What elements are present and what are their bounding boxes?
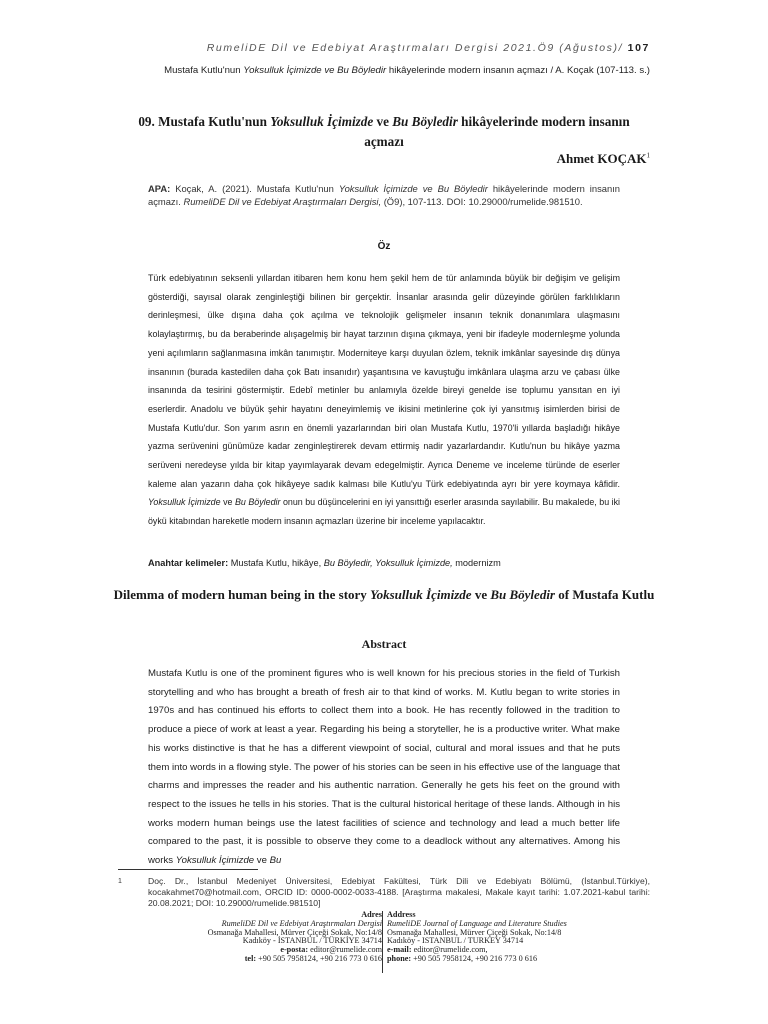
apa-journal: RumeliDE Dil ve Edebiyat Araştırmaları Dergisi, (183, 196, 382, 208)
title-work-1: Yoksulluk İçimizde (270, 114, 374, 129)
address-tr-heading: Adres (361, 910, 382, 919)
abstract-heading: Abstract (361, 637, 407, 651)
ref-prefix: Mustafa Kutlu'nun (164, 65, 241, 76)
english-title (108, 585, 660, 604)
address-tr-email-label: e-posta: (280, 945, 309, 955)
oz-body-1: Türk edebiyatının seksenli yıllardan itibaren hem konu hem şekil hem de tür anlamında büyük bir değişim ve gelişim gösterdiği, sayısal olarak zenginleştiği bilinen bir gerçektir. İnsanlar arasında gelir düzeyinde görülen farklılıkların derinleşmesi, ülke dışına daha çok açılma ve teknolojik gelişmeler insanın teknik donanımlara ulaşmasını kolaylaştırmış, bu da beraberinde alışagelmiş bir hayat tarzının dışına çıkmaya, yeni bir ifadeyle modernleşme yolunda yeni açılımların sağlanmasına imkân tanımıştır. Moderniteye karşı duyulan özlem, teknik imkânlar sayesinde dış dünya insanının (burada kastedilen daha çok Batı insanıdır) yaşantısına ve kavuştuğu imkânlara ulaşma arzu ve çabası ülke insanında da tesirini göstermiştir. Edebî metinler bu anlamıyla özelde bireyi genelde ise toplumu yansıtan en iyi eserlerdir. Anadolu ve büyük şehir hayatını deneyimlemiş ve ikisini metinlerine çok iyi yansıtmış isimlerden birisi de Mustafa Kutlu'dur. Son yarım asrın en önemli yazarlarından biri olan Mustafa Kutlu, 1970'li yıllarda başladığı hikâye yazma serüvenini günümüze kadar zenginleştirerek devam ettirmiş nadir yazarlardandır. Kutlu'nun bu hikâye yazma serüveni neredeyse yılda bir kitap yayımlayarak devam edegelmiştir. Ayrıca Deneme ve inceleme türünde de eserler kaleme alan yazarın daha çok hikâyeye sadık kalması bile Kutlu'yu Türk edebiyatında ayrı bir yere koymaya kâfidir. (148, 273, 620, 489)
ref-work-2: Bu Böyledir (337, 65, 387, 76)
apa-part-3: (Ö9), 107-113. DOI: 10.29000/rumelide.981510. (383, 196, 583, 208)
english-abstract (148, 665, 620, 871)
apa-part-1: Koçak, A. (2021). Mustafa Kutlu'nun (175, 183, 334, 194)
apa-works: Yoksulluk İçimizde ve Bu Böyledir (338, 183, 488, 194)
footnote (118, 876, 650, 909)
en-title-work-2: Bu Böyledir (490, 587, 555, 602)
footnote-rule (118, 869, 258, 870)
running-reference (164, 65, 650, 76)
address-tr-tel-label: tel: (244, 953, 257, 963)
address-en-phone: +90 505 7958124, +90 216 773 0 616 (413, 953, 538, 963)
page-number: 107 (627, 42, 650, 54)
apa-citation (148, 182, 620, 208)
address-en-phone-line (387, 955, 567, 964)
en-title-work-1: Yoksulluk İçimizde (370, 587, 472, 602)
address-en-city: Kadıköy - ISTANBUL / TURKEY 34714 (387, 936, 524, 946)
apa-part-2: hikâyelerinde modern insanın açmazı. (148, 183, 621, 208)
author-footnote-mark[interactable]: 1 (646, 151, 650, 160)
title-work-2: Bu Böyledir (392, 114, 458, 129)
oz-work-2: Bu Böyledir (235, 497, 281, 508)
en-title-conj: ve (474, 587, 488, 602)
abstract-work-2: Bu (269, 855, 282, 867)
abstract-work-1: Yoksulluk İçimizde (175, 855, 255, 867)
address-tr-street: Osmanağa Mahallesi, Mürver Çiçeği Sokak, No:14/8 (207, 927, 382, 937)
keywords-works: Bu Böyledir, Yoksulluk İçimizde, (323, 558, 453, 568)
author-name (557, 151, 650, 167)
title-suffix: hikâyelerinde modern insanın açmazı (364, 114, 630, 149)
journal-running-title: RumeliDE Dil ve Edebiyat Araştırmaları Dergisi 2021.Ö9 (Ağustos)/ (206, 42, 624, 54)
ref-work-1: Yoksulluk İçimizde (243, 65, 322, 76)
keywords-line (148, 558, 620, 568)
address-en-journal: RumeliDE Journal of Language and Literature Studies (387, 918, 567, 928)
article-title (118, 112, 650, 152)
address-en-email[interactable]: editor@rumelide.com, (413, 945, 488, 955)
address-en-street: Osmanağa Mahallesi, Mürver Çiçeği Sokak, No:14/8 (387, 927, 562, 937)
oz-heading: Öz (377, 241, 391, 252)
running-header (207, 42, 650, 54)
title-conj: ve (376, 114, 389, 129)
footnote-text: Doç. Dr., İstanbul Medeniyet Üniversitesi, Edebiyat Fakültesi, Türk Dili ve Edebiyatı Bölümü, (İstanbul.Türkiye), kocakahmet70@hotmail.com, ORCID ID: 0000-0002-0033-4188. [Araştırma makalesi, Makale kayıt tarihi: 1.07.2021-kabul tarihi: 20.08.2021; DOI: 10.29000/rumelide.981510] (148, 876, 650, 908)
address-tr-tel: +90 505 7958124, +90 216 773 0 616 (258, 953, 382, 963)
address-tr-tel-line (208, 955, 382, 964)
address-divider (382, 911, 383, 973)
apa-label: APA: (148, 183, 171, 194)
en-title-prefix: Dilemma of modern human being in the story (113, 587, 367, 602)
address-turkish (208, 911, 382, 964)
abstract-conj: ve (256, 855, 267, 867)
keywords-label: Anahtar kelimeler: (148, 558, 229, 568)
ref-suffix: hikâyelerinde modern insanın açmazı / A. Koçak (107-113. s.) (388, 65, 650, 76)
address-en-heading: Address (387, 910, 416, 919)
address-en-phone-label: phone: (387, 953, 412, 963)
footnote-number: 1 (118, 878, 122, 885)
author-text: Ahmet KOÇAK (556, 151, 647, 166)
keywords-last: modernizm (455, 558, 501, 568)
address-tr-journal: RumeliDE Dil ve Edebiyat Araştırmaları Dergisi (221, 918, 382, 928)
oz-work-1: Yoksulluk İçimizde (148, 497, 221, 508)
address-en-email-label: e-mail: (387, 945, 412, 955)
address-english (387, 911, 567, 964)
address-tr-city: Kadıköy - İSTANBUL / TÜRKİYE 34714 (242, 936, 382, 946)
oz-conj: ve (223, 497, 233, 508)
ref-conj: ve (324, 65, 335, 76)
abstract-body: Mustafa Kutlu is one of the prominent figures who is well known for his precious stories in the field of Turkish storytelling and who has brought a breath of fresh air to that kind of works. M. Kutlu began to write stories in 1970s and has continued his efforts to collect them into a book. He has recently followed in the tradition to produce a piece of work at least a year. Regarding his being a storyteller, he is a productive writer. What make his works distinctive is that he has a different viewpoint of social, cultural and moral issues and that he puts them into words in a flowing style. The power of his stories can be seen in his effective use of the language that charms and impresses the reader and his authentic narration. Generally he gets his feet on the ground with respect to the issues he tells in his stories. That is the cultural historical heritage of these lands. Although in his works modern human beings use the latest facilities of science and technology and lead a much better life compared to the past, it is possible to observe they come to a deadlock without any alternatives. Among his works (148, 668, 620, 867)
title-prefix: 09. Mustafa Kutlu'nun (138, 114, 267, 129)
keywords-plain: Mustafa Kutlu, hikâye, (230, 558, 322, 568)
oz-body-2: onun bu düşüncelerini en iyi yansıttığı eserler arasında sayılabilir. Bu makalede, bu iki öykü kitabından hareketle modern insanın açmazları üzerine bir inceleme yapılacaktır. (148, 497, 621, 527)
turkish-abstract (148, 269, 620, 531)
address-tr-email[interactable]: editor@rumelide.com (310, 945, 382, 955)
en-title-suffix: of Mustafa Kutlu (558, 587, 655, 602)
